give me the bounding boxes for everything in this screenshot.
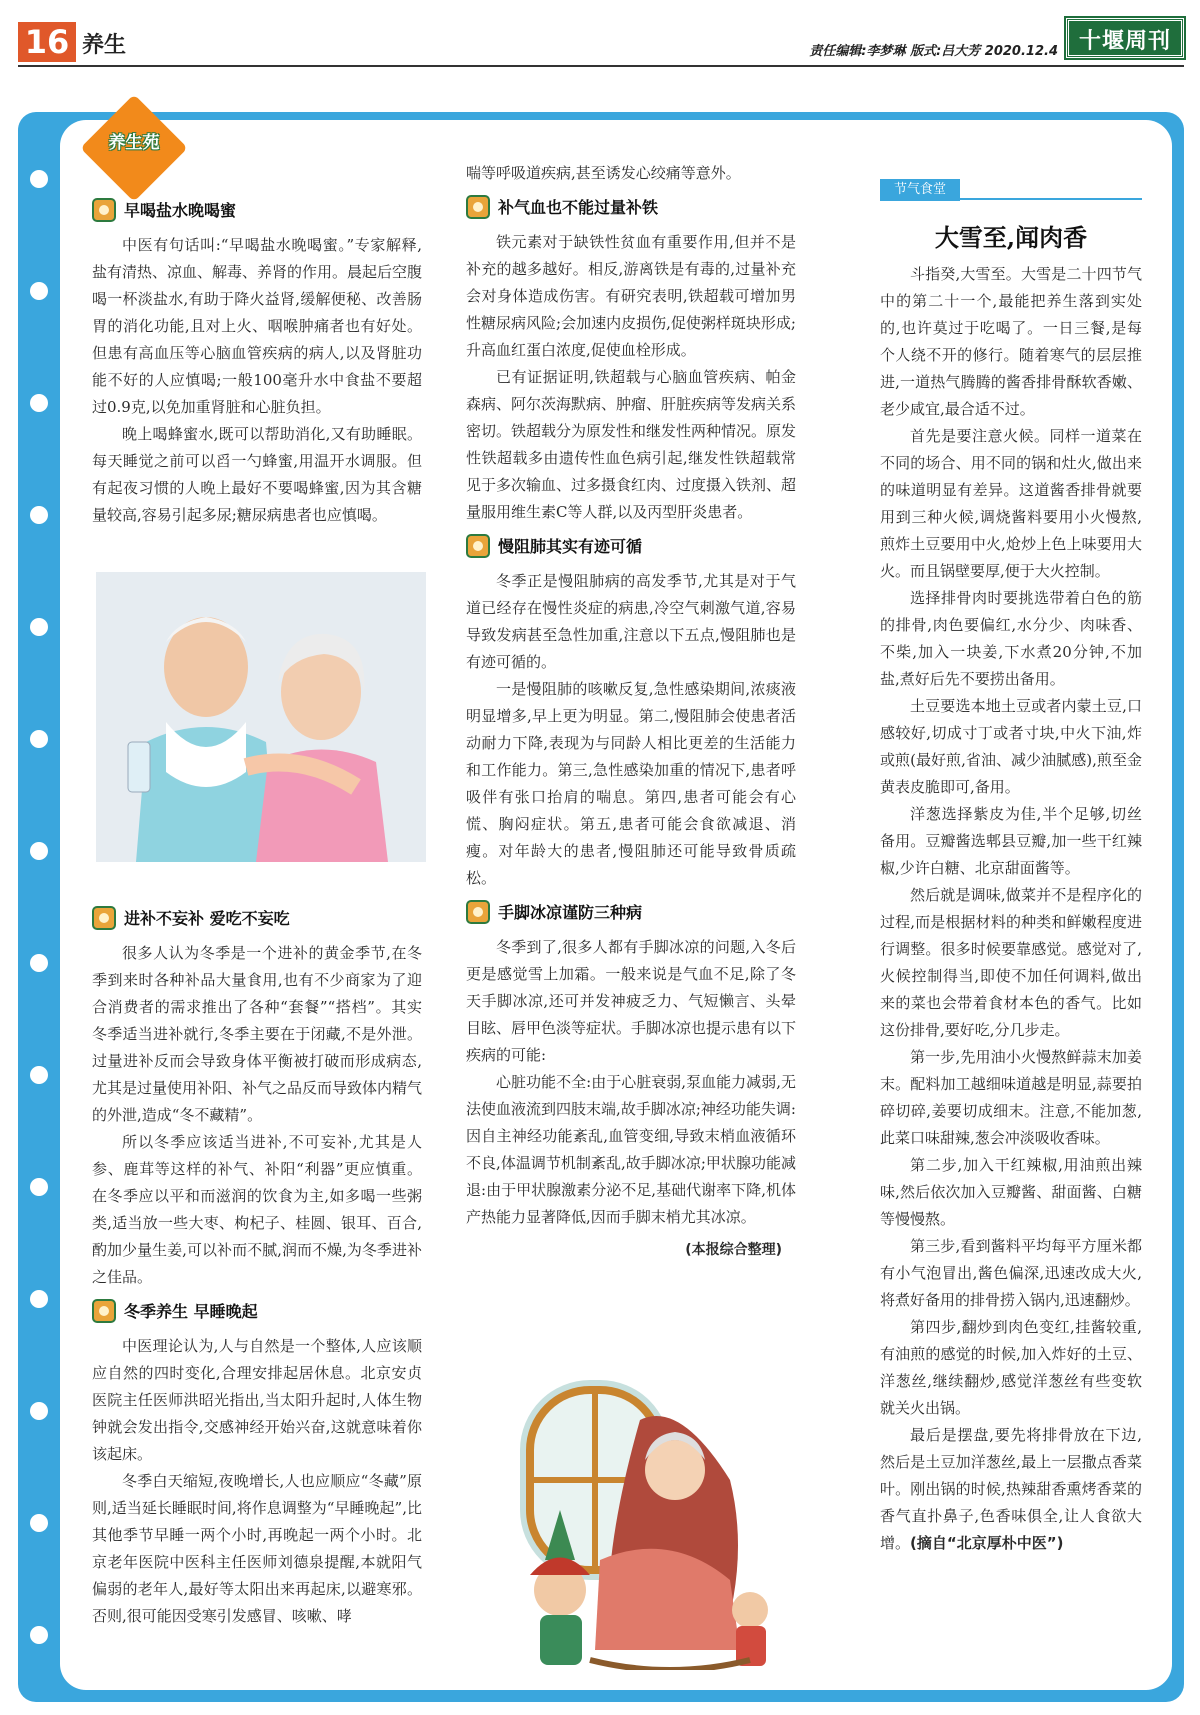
article-paragraph: 洋葱选择紫皮为佳,半个足够,切丝备用。豆瓣酱选郫县豆瓣,加一些干红辣椒,少许白糖、北京甜面酱等。 <box>880 805 1142 877</box>
article-paragraph: 斗指癸,大雪至。大雪是二十四节气中的第二十一个,最能把养生落到实处的,也许莫过于吃喝了。一日三餐,是每个人绕不开的修行。随着寒气的层层推进,一道热气腾腾的酱香排骨酥软香嫩、老少咸宜,最合适不过。 <box>880 265 1142 418</box>
article-title: 冬季养生 早睡晚起 <box>92 1297 422 1325</box>
column-right <box>880 172 1142 1557</box>
article-paragraph: 铁元素对于缺铁性贫血有重要作用,但并不是补充的越多越好。相反,游离铁是有毒的,过量补充会对身体造成伤害。有研究表明,铁超载可增加男性糖尿病风险;会加速内皮损伤,促使粥样斑块形成;升高血红蛋白浓度,促使血栓形成。 <box>466 233 796 359</box>
article-paragraph: 冬季白天缩短,夜晚增长,人也应顺应“冬藏”原则,适当延长睡眠时间,将作息调整为“早睡晚起”,比其他季节早睡一两个小时,再晚起一两个小时。北京老年医院中医科主任医师刘德泉提醒,本就阳气偏弱的老年人,最好等太阳出来再起床,以避寒邪。否则,很可能因受寒引发感冒、咳嗽、哮 <box>92 1472 422 1625</box>
article-paragraph: 第一步,先用油小火慢熬鲜蒜末加姜末。配料加工越细味道越是明显,蒜要拍碎切碎,姜要切成细末。注意,不能加葱,此菜口味甜辣,葱会冲淡吸收香味。 <box>880 1048 1142 1147</box>
editor-note: (本报综合整理) <box>685 1242 782 1258</box>
page-header <box>18 18 1184 68</box>
article-paragraph: 心脏功能不全:由于心脏衰弱,泵血能力减弱,无法使血液流到四肢末端,故手脚冰凉;神经功能失调:因自主神经功能紊乱,血管变细,导致末梢血液循环不良,体温调节机制紊乱,故手脚冰凉;甲状腺功能减退:由于甲状腺激素分泌不足,基础代谢率下降,机体产热能力显著降低,因而手脚末梢尤其冰凉。 <box>466 1073 796 1226</box>
article-title: 补气血也不能过量补铁 <box>466 193 796 221</box>
binder-hole <box>30 282 48 300</box>
column-badge-label: 养生苑 <box>108 133 160 153</box>
article-paragraph: 然后就是调味,做菜并不是程序化的过程,而是根据材料的种类和鲜嫩程度进行调整。很多时候要靠感觉。感觉对了,火候控制得当,即使不加任何调料,做出来的菜也会带着食材本色的香气。比如这份排骨,要好吃,分几步走。 <box>880 886 1142 1039</box>
binder-hole <box>30 1290 48 1308</box>
smiley-icon <box>466 900 490 924</box>
binder-hole <box>30 1178 48 1196</box>
article-paragraph: 冬季到了,很多人都有手脚冰凉的问题,入冬后更是感觉雪上加霜。一般来说是气血不足,除了冬天手脚冰凉,还可并发神疲乏力、气短懒言、头晕目眩、唇甲色淡等症状。手脚冰凉也提示患有以下疾病的可能: <box>466 938 797 1064</box>
article-title: 手脚冰凉谨防三种病 <box>466 898 796 926</box>
continued-text: 喘等呼吸道疾病,甚至诱发心绞痛等意外。 <box>466 164 741 182</box>
binder-hole <box>30 1514 48 1532</box>
article-paragraph: 土豆要选本地土豆或者内蒙土豆,口感较好,切成寸丁或者寸块,中火下油,炸或煎(最好煎,省油、减少油腻感),煎至金黄表皮脆即可,备用。 <box>880 697 1142 796</box>
binder-hole <box>30 954 48 972</box>
masthead-logo: 十堰周刊 <box>1066 18 1184 58</box>
article-paragraph: 第二步,加入干红辣椒,用油煎出辣味,然后依次加入豆瓣酱、甜面酱、白糖等慢慢熬。 <box>880 1156 1142 1228</box>
smiley-icon <box>92 906 116 930</box>
grandmother-illustration <box>500 1360 800 1670</box>
column-left-lower <box>92 898 422 1630</box>
article-paragraph: 中医理论认为,人与自然是一个整体,人应该顺应自然的四时变化,合理安排起居休息。北京安贞医院主任医师洪昭光指出,当太阳升起时,人体生物钟就会发出指令,交感神经开始兴奋,这就意味着你该起床。 <box>92 1337 422 1463</box>
binder-hole <box>30 618 48 636</box>
section-name: 养生 <box>82 33 127 58</box>
binder-hole <box>30 730 48 748</box>
binder-hole <box>30 1066 48 1084</box>
article-paragraph: 一是慢阻肺的咳嗽反复,急性感染期间,浓痰液明显增多,早上更为明显。第二,慢阻肺会使患者活动耐力下降,表现为与同龄人相比更差的生活能力和工作能力。第三,急性感染加重的情况下,患者呼吸伴有张口抬肩的喘息。第四,患者可能会有心慌、胸闷症状。第五,患者可能会食欲减退、消瘦。对年龄大的患者,慢阻肺还可能导致骨质疏松。 <box>466 680 796 887</box>
feature-title: 大雪至,闻肉香 <box>934 223 1088 252</box>
article-paragraph: 第四步,翻炒到肉色变红,挂酱较重,有油煎的感觉的时候,加入炸好的土豆、洋葱丝,继续翻炒,感觉洋葱丝有些变软就关火出锅。 <box>880 1318 1142 1417</box>
article-paragraph: 很多人认为冬季是一个进补的黄金季节,在冬季到来时各种补品大量食用,也有不少商家为了迎合消费者的需求推出了各种“套餐”“搭档”。其实冬季适当进补就行,冬季主要在于闭藏,不是外泄。过量进补反而会导致身体平衡被打破而形成病态,尤其是过量使用补阳、补气之品反而导致体内精气的外泄,造成“冬不藏精”。 <box>92 944 423 1124</box>
article-title: 进补不妄补 爱吃不妄吃 <box>92 904 422 932</box>
article-paragraph: 第三步,看到酱料平均每平方厘米都有小气泡冒出,酱色偏深,迅速改成大火,将煮好备用的排骨捞入锅内,迅速翻炒。 <box>880 1237 1142 1309</box>
article-paragraph: 选择排骨肉时要挑选带着白色的筋的排骨,肉色要偏红,水分少、肉味香、不柴,加入一块姜,下水煮20分钟,不加盐,煮好后先不要捞出备用。 <box>880 589 1142 688</box>
article-paragraph: 最后是摆盘,要先将排骨放在下边,然后是土豆加洋葱丝,最上一层撒点香菜叶。刚出锅的时候,热辣甜香熏烤香菜的香气直扑鼻子,色香味俱全,让人食欲大增。(摘自“北京厚朴中医”) <box>880 1426 1142 1552</box>
source-credit: (摘自“北京厚朴中医”) <box>910 1534 1064 1552</box>
editor-credits: 责任编辑:李梦琳 版式:吕大芳 2020.12.4 <box>809 44 1058 59</box>
article-title: 早喝盐水晚喝蜜 <box>92 196 422 224</box>
binder-hole <box>30 170 48 188</box>
header-divider <box>18 65 1184 67</box>
column-middle <box>466 160 796 1264</box>
article-paragraph: 冬季正是慢阻肺病的高发季节,尤其是对于气道已经存在慢性炎症的病患,冷空气刺激气道,容易导致发病甚至急性加重,注意以下五点,慢阻肺也是有迹可循的。 <box>466 572 796 671</box>
smiley-icon <box>466 195 490 219</box>
article-paragraph: 晚上喝蜂蜜水,既可以帮助消化,又有助睡眠。每天睡觉之前可以舀一勺蜂蜜,用温开水调服。但有起夜习惯的人晚上最好不要喝蜂蜜,因为其含糖量较高,容易引起多尿;糖尿病患者也应慎喝。 <box>92 425 422 524</box>
binder-hole <box>30 842 48 860</box>
smiley-icon <box>466 534 490 558</box>
binder-hole <box>30 1402 48 1420</box>
column-left <box>92 190 422 529</box>
elderly-couple-photo <box>96 572 426 862</box>
binder-hole <box>30 506 48 524</box>
binder-hole <box>30 394 48 412</box>
article-paragraph: 所以冬季应该适当进补,不可妄补,尤其是人参、鹿茸等这样的补气、补阳“利器”更应慎重。在冬季应以平和而滋润的饮食为主,如多喝一些粥类,适当放一些大枣、枸杞子、桂圆、银耳、百合,酌加少量生姜,可以补而不腻,润而不燥,为冬季进补之佳品。 <box>92 1133 422 1286</box>
grandmother-rocking-chair-illustration <box>500 1360 800 1670</box>
section-tag: 节气食堂 <box>880 178 1142 200</box>
page-number: 16 <box>18 22 76 62</box>
article-paragraph: 中医有句话叫:“早喝盐水晚喝蜜。”专家解释,盐有清热、凉血、解毒、养肾的作用。晨起后空腹喝一杯淡盐水,有助于降火益肾,缓解便秘、改善肠胃的消化功能,且对上火、咽喉肿痛者也有好处。但患有高血压等心脑血管疾病的病人,以及肾脏功能不好的人应慎喝;一般100毫升水中食盐不要超过0.9克,以免加重肾脏和心脏负担。 <box>92 236 423 416</box>
smiley-icon <box>92 1299 116 1323</box>
article-paragraph: 首先是要注意火候。同样一道菜在不同的场合、用不同的锅和灶火,做出来的味道明显有差异。这道酱香排骨就要用到三种火候,调烧酱料要用小火慢熬,煎炸土豆要用中火,炝炒上色上味要用大火。而且锅壁要厚,便于大火控制。 <box>880 427 1142 580</box>
binder-hole <box>30 1626 48 1644</box>
elderly-couple-illustration <box>96 572 426 862</box>
article-title: 慢阻肺其实有迹可循 <box>466 532 796 560</box>
article-paragraph: 已有证据证明,铁超载与心脑血管疾病、帕金森病、阿尔茨海默病、肿瘤、肝脏疾病等发病关系密切。铁超载分为原发性和继发性两种情况。原发性铁超载多由遗传性血色病引起,继发性铁超载常见于多次输血、过多摄食红肉、过度摄入铁剂、超量服用维生素C等人群,以及丙型肝炎患者。 <box>466 368 797 521</box>
smiley-icon <box>92 198 116 222</box>
